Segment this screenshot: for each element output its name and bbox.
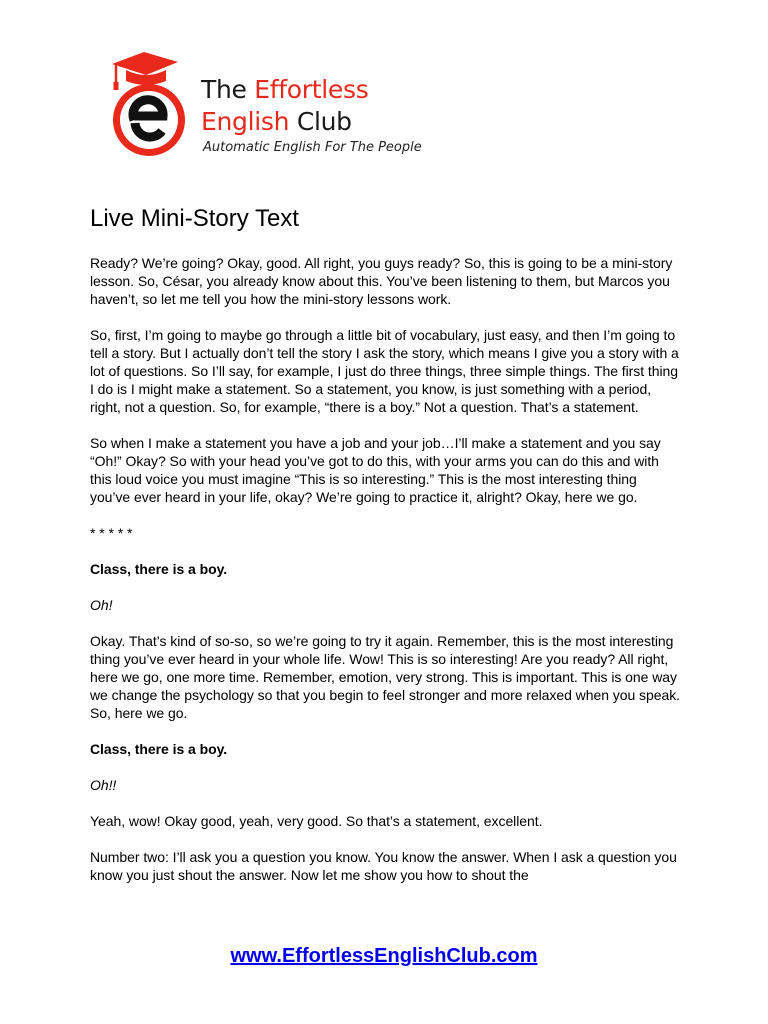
graduation-cap-e-logo-icon — [108, 50, 198, 162]
paragraph-excellent: Yeah, wow! Okay good, yeah, very good. So that’s a statement, excellent. — [90, 813, 543, 829]
document-body — [90, 204, 680, 902]
brand-word-effortless: Effortless — [254, 75, 369, 104]
brand-logo — [108, 50, 468, 162]
brand-tagline: Automatic English For The People — [203, 140, 422, 155]
brand-title-line-1 — [201, 75, 368, 105]
document-title: Live Mini-Story Text — [90, 205, 299, 232]
brand-word-english: English — [201, 107, 290, 136]
section-separator: * * * * * — [90, 525, 133, 541]
paragraph-try-again: Okay. That’s kind of so-so, so we’re going to try it again. Remember, this is the most interesting thing you’ve ever heard in your whole life. Wow! This is so interesting! Are you ready? All right, here we go, one more time. Remember, emotion, very strong. This is important. This is one way we change the psychology so that you begin to feel stronger and more relaxed when you speak. So, here we go. — [90, 633, 680, 721]
paragraph-intro: Ready? We’re going? Okay, good. All right, you guys ready? So, this is going to be a mini-story lesson. So, César, you already know about this. You’ve been listening to them, but Marcos you haven’t, so let me tell you how the mini-story lessons work. — [90, 255, 673, 307]
brand-title-line-2 — [201, 107, 352, 137]
teacher-line: Class, there is a boy. — [90, 561, 228, 577]
teacher-line: Class, there is a boy. — [90, 741, 228, 757]
paragraph-vocabulary: So, first, I’m going to maybe go through a little bit of vocabulary, just easy, and then I’m going to tell a story. But I actually don’t tell the story I ask the story, which means I give you a story with a lot of questions. So I’ll say, for example, I just do three things, three simple things. The first thing I do is I might make a statement. So a statement, you know, is just something with a period, right, not a question. So, for example, “there is a boy.” Not a question. That’s a statement. — [90, 327, 679, 415]
brand-word-the: The — [201, 75, 247, 104]
paragraph-statement-job: So when I make a statement you have a job and your job…I’ll make a statement and you say “Oh!” Okay? So with your head you’ve got to do this, with your arms you can do this and with this loud voice you must imagine “This is so interesting.” This is the most interesting thing you’ve ever heard in your life, okay? We’re going to practice it, alright? Okay, here we go. — [90, 435, 661, 505]
website-link[interactable]: www.EffortlessEnglishClub.com — [230, 945, 538, 967]
brand-word-club: Club — [296, 107, 352, 136]
paragraph-number-two: Number two: I’ll ask you a question you know. You know the answer. When I ask a question you know you just shout the answer. Now let me show you how to shout the — [90, 849, 677, 883]
class-response: Oh! — [90, 597, 113, 613]
class-response: Oh!! — [90, 777, 117, 793]
